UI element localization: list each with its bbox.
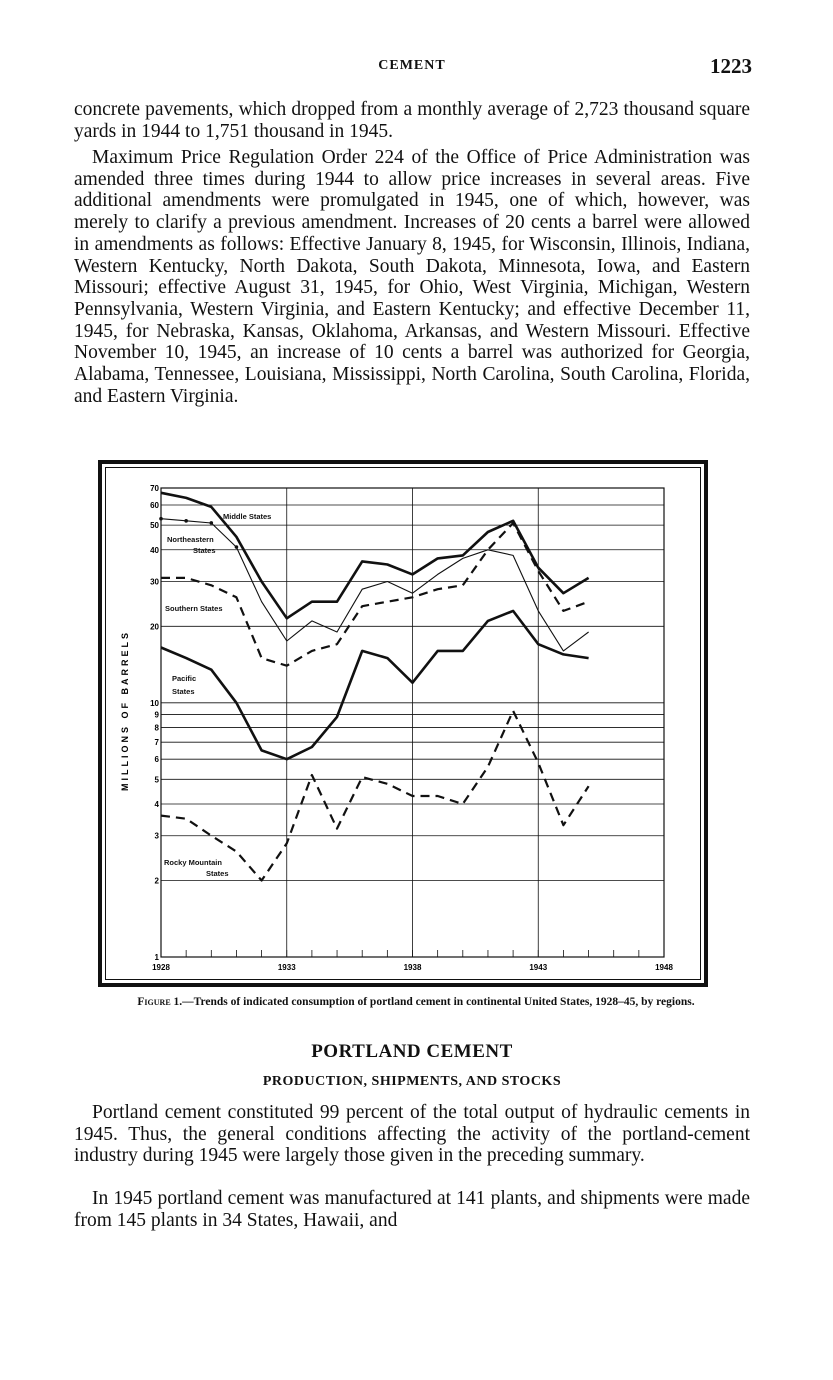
y-tick-label: 1 — [154, 953, 159, 962]
x-tick-label: 1938 — [403, 963, 422, 972]
caption-text: —Trends of indicated consumption of portland cement in continental United States, 1928–45, by regions. — [182, 996, 695, 1008]
consumption-chart — [102, 464, 704, 983]
series-point — [210, 521, 214, 525]
y-tick-label: 7 — [154, 738, 159, 748]
page-header — [72, 54, 752, 82]
x-tick-label: 1948 — [655, 963, 673, 972]
chart-ticks — [150, 484, 673, 972]
y-tick-label: 40 — [150, 545, 159, 555]
y-tick-label: 10 — [150, 698, 159, 708]
x-tick-label: 1943 — [529, 963, 548, 972]
figure-frame — [98, 460, 708, 987]
series-label: States — [193, 546, 216, 555]
y-tick-label: 8 — [154, 723, 159, 733]
series-label: States — [206, 869, 229, 878]
x-tick-label: 1928 — [152, 963, 170, 972]
y-tick-label: 30 — [150, 577, 159, 587]
series-point — [159, 517, 163, 521]
y-tick-label: 3 — [154, 831, 159, 841]
y-tick-label: 6 — [154, 755, 159, 765]
series-label: Northeastern — [167, 535, 214, 544]
y-tick-label: 70 — [150, 484, 159, 493]
chart-grid — [161, 488, 664, 957]
paragraph-portland-share: Portland cement constituted 99 percent of the total output of hydraulic cements in 1945. Thus, the general conditions affecting the activity of the portland-cement industry during 1945 were largely those given in the preceding summary. — [74, 1102, 750, 1167]
paragraph-price-regulation: Maximum Price Regulation Order 224 of the Office of Price Administration was amended three times during 1944 to allow price increases in several areas. Five additional amendments were promulgated in 1945, one of which, however, was merely to clarify a previous amendment. Increases of 20 cents a barrel were allowed in amendments as follows: Effective January 8, 1945, for Wisconsin, Illinois, Indiana, Western Kentucky, North Dakota, South Dakota, Minnesota, Iowa, and Eastern Missouri; effective August 31, 1945, for Ohio, West Virginia, Michigan, Western Pennsylvania, Western Virginia, and Eastern Kentucky; and effective December 11, 1945, for Nebraska, Kansas, Oklahoma, Arkansas, and Western Missouri. Effective November 10, 1945, an increase of 10 cents a barrel was authorized for Georgia, Alabama, Tennessee, Louisiana, Mississippi, North Carolina, South Carolina, Florida, and Eastern Virginia. — [74, 147, 750, 407]
series-line-pacific-states — [161, 611, 589, 759]
section-title: PORTLAND CEMENT — [311, 1041, 513, 1062]
series-point — [184, 519, 188, 523]
series-label: Middle States — [223, 512, 272, 521]
caption-label: Figure 1. — [137, 996, 183, 1008]
y-tick-label: 5 — [154, 775, 159, 785]
series-point — [235, 545, 239, 549]
subsection-title: PRODUCTION, SHIPMENTS, AND STOCKS — [262, 1074, 562, 1089]
x-tick-label: 1933 — [277, 963, 296, 972]
paragraph-concrete-pavements: concrete pavements, which dropped from a monthly average of 2,723 thousand square yards in 1944 to 1,751 thousand in 1945. — [74, 99, 750, 142]
chart-series — [159, 493, 588, 881]
y-tick-label: 50 — [150, 521, 159, 531]
figure-caption — [80, 996, 752, 1009]
page-number: 1223 — [710, 54, 752, 78]
series-label: Rocky Mountain — [164, 858, 222, 867]
paragraph-plants: In 1945 portland cement was manufactured at 141 plants, and shipments were made from 145 plants in 34 States, Hawaii, and — [74, 1188, 750, 1231]
y-tick-label: 4 — [154, 799, 159, 809]
y-tick-label: 2 — [154, 876, 159, 886]
running-head: CEMENT — [378, 58, 446, 73]
chart-labels — [120, 512, 271, 878]
series-label: States — [172, 687, 195, 696]
y-tick-label: 20 — [150, 622, 159, 632]
series-line-northeastern-states — [161, 519, 589, 651]
y-tick-label: 9 — [154, 710, 159, 720]
series-label: Pacific — [172, 674, 197, 683]
y-axis-label: MILLIONS OF BARRELS — [120, 630, 130, 791]
series-label: Southern States — [165, 604, 223, 613]
y-tick-label: 60 — [150, 501, 159, 511]
series-line-rocky-mountain-states — [161, 711, 589, 881]
